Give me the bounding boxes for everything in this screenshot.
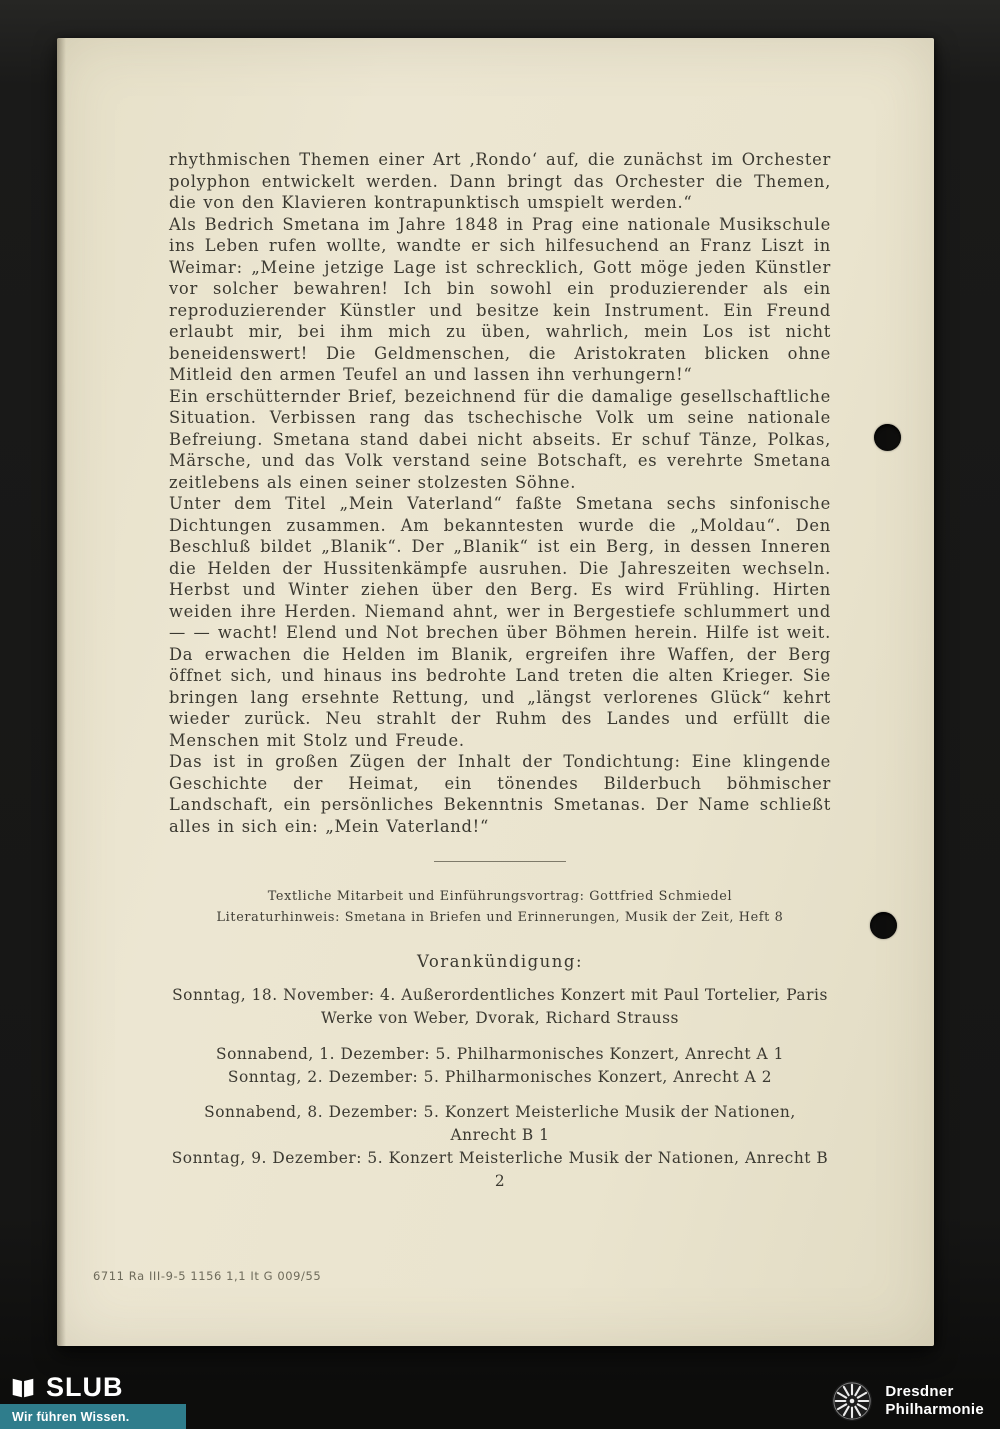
- shelfmark-stamp: 6711 Ra III-9-5 1156 1,1 It G 009/55: [93, 1269, 322, 1283]
- event-line: Werke von Weber, Dvorak, Richard Strauss: [321, 1009, 679, 1028]
- event-group-2: [169, 1043, 831, 1089]
- philharmonie-brand: [831, 1380, 984, 1422]
- philharmonie-line2: Philharmonie: [885, 1401, 984, 1418]
- slub-tagline-bar: [0, 1404, 186, 1429]
- slub-logo-icon: [10, 1375, 36, 1401]
- credit-line-2: Literaturhinweis: Smetana in Briefen und Erinnerungen, Musik der Zeit, Heft 8: [216, 910, 784, 926]
- event-group-1: [169, 984, 831, 1030]
- announcement-title: Vorankündigung:: [417, 952, 583, 972]
- slub-brand: [10, 1372, 124, 1403]
- event-line: Sonntag, 18. November: 4. Außerordentliches Konzert mit Paul Tortelier, Paris: [172, 986, 828, 1005]
- punch-hole: [874, 424, 901, 451]
- event-group-3: [169, 1101, 831, 1192]
- philharmonie-wordmark: [885, 1383, 984, 1419]
- body-paragraph-3: Ein erschütternder Brief, bezeichnend für die damalige gesellschaftliche Situation. Verbissen rang das tschechische Volk um seine nationale Befreiung. Smetana stand dabei nicht abseits. Er schuf Tänze, Polkas, Märsche, und das Volk verstand seine Botschaft, es verehrte Smetana zeitlebens als einen seiner stolzesten Söhne.: [169, 386, 831, 492]
- text-column: [169, 149, 831, 1193]
- slub-wordmark: SLUB: [46, 1372, 124, 1402]
- philharmonie-line1: Dresdner: [885, 1383, 954, 1400]
- credit-line-1: Textliche Mitarbeit und Einführungsvortrag: Gottfried Schmiedel: [267, 889, 733, 904]
- punch-hole: [870, 912, 897, 939]
- viewer-footer: [0, 1371, 1000, 1429]
- event-line: Sonnabend, 1. Dezember: 5. Philharmonisches Konzert, Anrecht A 1: [216, 1044, 784, 1063]
- body-paragraph-1: rhythmischen Themen einer Art ‚Rondo‘ auf, die zunächst im Orchester polyphon entwickelt werden. Dann bringt das Orchester die Themen, die von den Klavieren kontrapunktisch umspielt werden.“: [169, 150, 831, 212]
- body-paragraph-5: Das ist in großen Zügen der Inhalt der Tondichtung: Eine klingende Geschichte der Heimat, ein tönendes Bilderbuch böhmischer Landschaft, ein persönliches Bekenntnis Smetanas. Der Name schließt alles in sich ein: „Mein Vaterland!“: [169, 752, 831, 836]
- credits-block: [169, 886, 831, 928]
- slub-tagline: Wir führen Wissen.: [12, 1409, 130, 1424]
- philharmonie-logo-icon: [831, 1380, 873, 1422]
- event-line: Sonnabend, 8. Dezember: 5. Konzert Meisterliche Musik der Nationen, Anrecht B 1: [204, 1103, 796, 1145]
- body-paragraph-2: Als Bedrich Smetana im Jahre 1848 in Prag eine nationale Musikschule ins Leben rufen wollte, wandte er sich hilfesuchend an Franz Liszt in Weimar: „Meine jetzige Lage ist schrecklich, Gott möge jeden Künstler vor solcher bewahren! Ich bin sowohl ein produzierender als ein reproduzierender Künstler und besitze kein Instrument. Ein Freund erlaubt mir, bei ihm mich zu üben, wahrlich, mein Los ist nicht beneidenswert! Die Geldmenschen, die Aristokraten blicken ohne Mitleid den armen Teufel an und lassen ihn verhungern!“: [169, 214, 831, 384]
- section-divider: [434, 861, 566, 862]
- scanned-document-page: [57, 38, 934, 1346]
- event-line: Sonntag, 9. Dezember: 5. Konzert Meisterliche Musik der Nationen, Anrecht B 2: [171, 1149, 829, 1190]
- event-line: Sonntag, 2. Dezember: 5. Philharmonisches Konzert, Anrecht A 2: [227, 1067, 773, 1086]
- body-paragraph-4: Unter dem Titel „Mein Vaterland“ faßte Smetana sechs sinfonische Dichtungen zusammen. Am bekanntesten wurde die „Moldau“. Den Beschluß bildet „Blanik“. Der „Blanik“ ist ein Berg, in dessen Inneren die Helden der Hussitenkämpfe ausruhen. Die Jahreszeiten wechseln. Herbst und Winter ziehen über den Berg. Es wird Frühling. Hirten weiden ihre Herden. Niemand ahnt, wer in Bergestiefe schlummert und — — wacht! Elend und Not brechen über Böhmen herein. Hilfe ist weit. Da erwachen die Helden im Blanik, ergreifen ihre Waffen, der Berg öffnet sich, und hinaus ins bedrohte Land treten die alten Krieger. Sie bringen lang ersehnte Rettung, und „längst verlorenes Glück“ kehrt wieder zurück. Neu strahlt der Ruhm des Landes und erfüllt die Menschen mit Stolz und Freude.: [169, 494, 831, 750]
